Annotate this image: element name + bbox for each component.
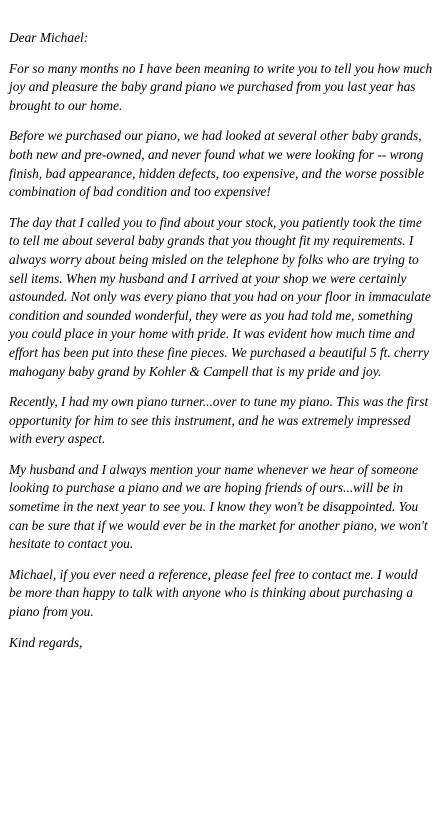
letter-closing: Kind regards, <box>9 634 83 650</box>
letter-paragraph-referrals: My husband and I always mention your name whenever we hear of someone looking to purchase a piano and we are hoping friends of ours...will be in sometime in the next year to see you. I know they won't be disappointed. You can be sure that if we would ever be in the market for another piano, we won't hesitate to contact you. <box>9 461 428 552</box>
letter-paragraph-intro: For so many months no I have been meaning to write you to tell you how much joy and pleasure the baby grand piano we purchased from you last year has brought to our home. <box>9 60 433 113</box>
letter-body <box>9 29 433 652</box>
letter-paragraph-reference: Michael, if you ever need a reference, please feel free to contact me. I would be more than happy to talk with anyone who is thinking about purchasing a piano from you. <box>9 566 418 620</box>
letter-salutation: Dear Michael: <box>9 30 89 45</box>
letter-paragraph-search: Before we purchased our piano, we had looked at several other baby grands, both new and pre-owned, and never found what we were looking for -- wrong finish, bad appearance, hidden defects, too expensive, and the worse possible combination of bad condition and too expensive! <box>9 128 425 200</box>
letter-paragraph-tuning: Recently, I had my own piano turner...over to tune my piano. This was the first opportunity for him to see this instrument, and he was extremely impressed with every aspect. <box>9 394 429 447</box>
letter-paragraph-purchase: The day that I called you to find about your stock, you patiently took the time to tell me about several baby grands that you thought fit my requirements. I always worry about being misled on the telephone by folks who are trying to sell items. When my husband and I arrived at your shop we were certainly astounded. Not only was every piano that you had on your floor in immaculate condition and sounded wonderful, they were as you had told me, something you could place in your home with pride. It was evident how much time and effort has been put into these fine pieces. We purchased a beautiful 5 ft. cherry mahogany baby grand by Kohler & Campell that is my pride and joy. <box>9 214 431 379</box>
